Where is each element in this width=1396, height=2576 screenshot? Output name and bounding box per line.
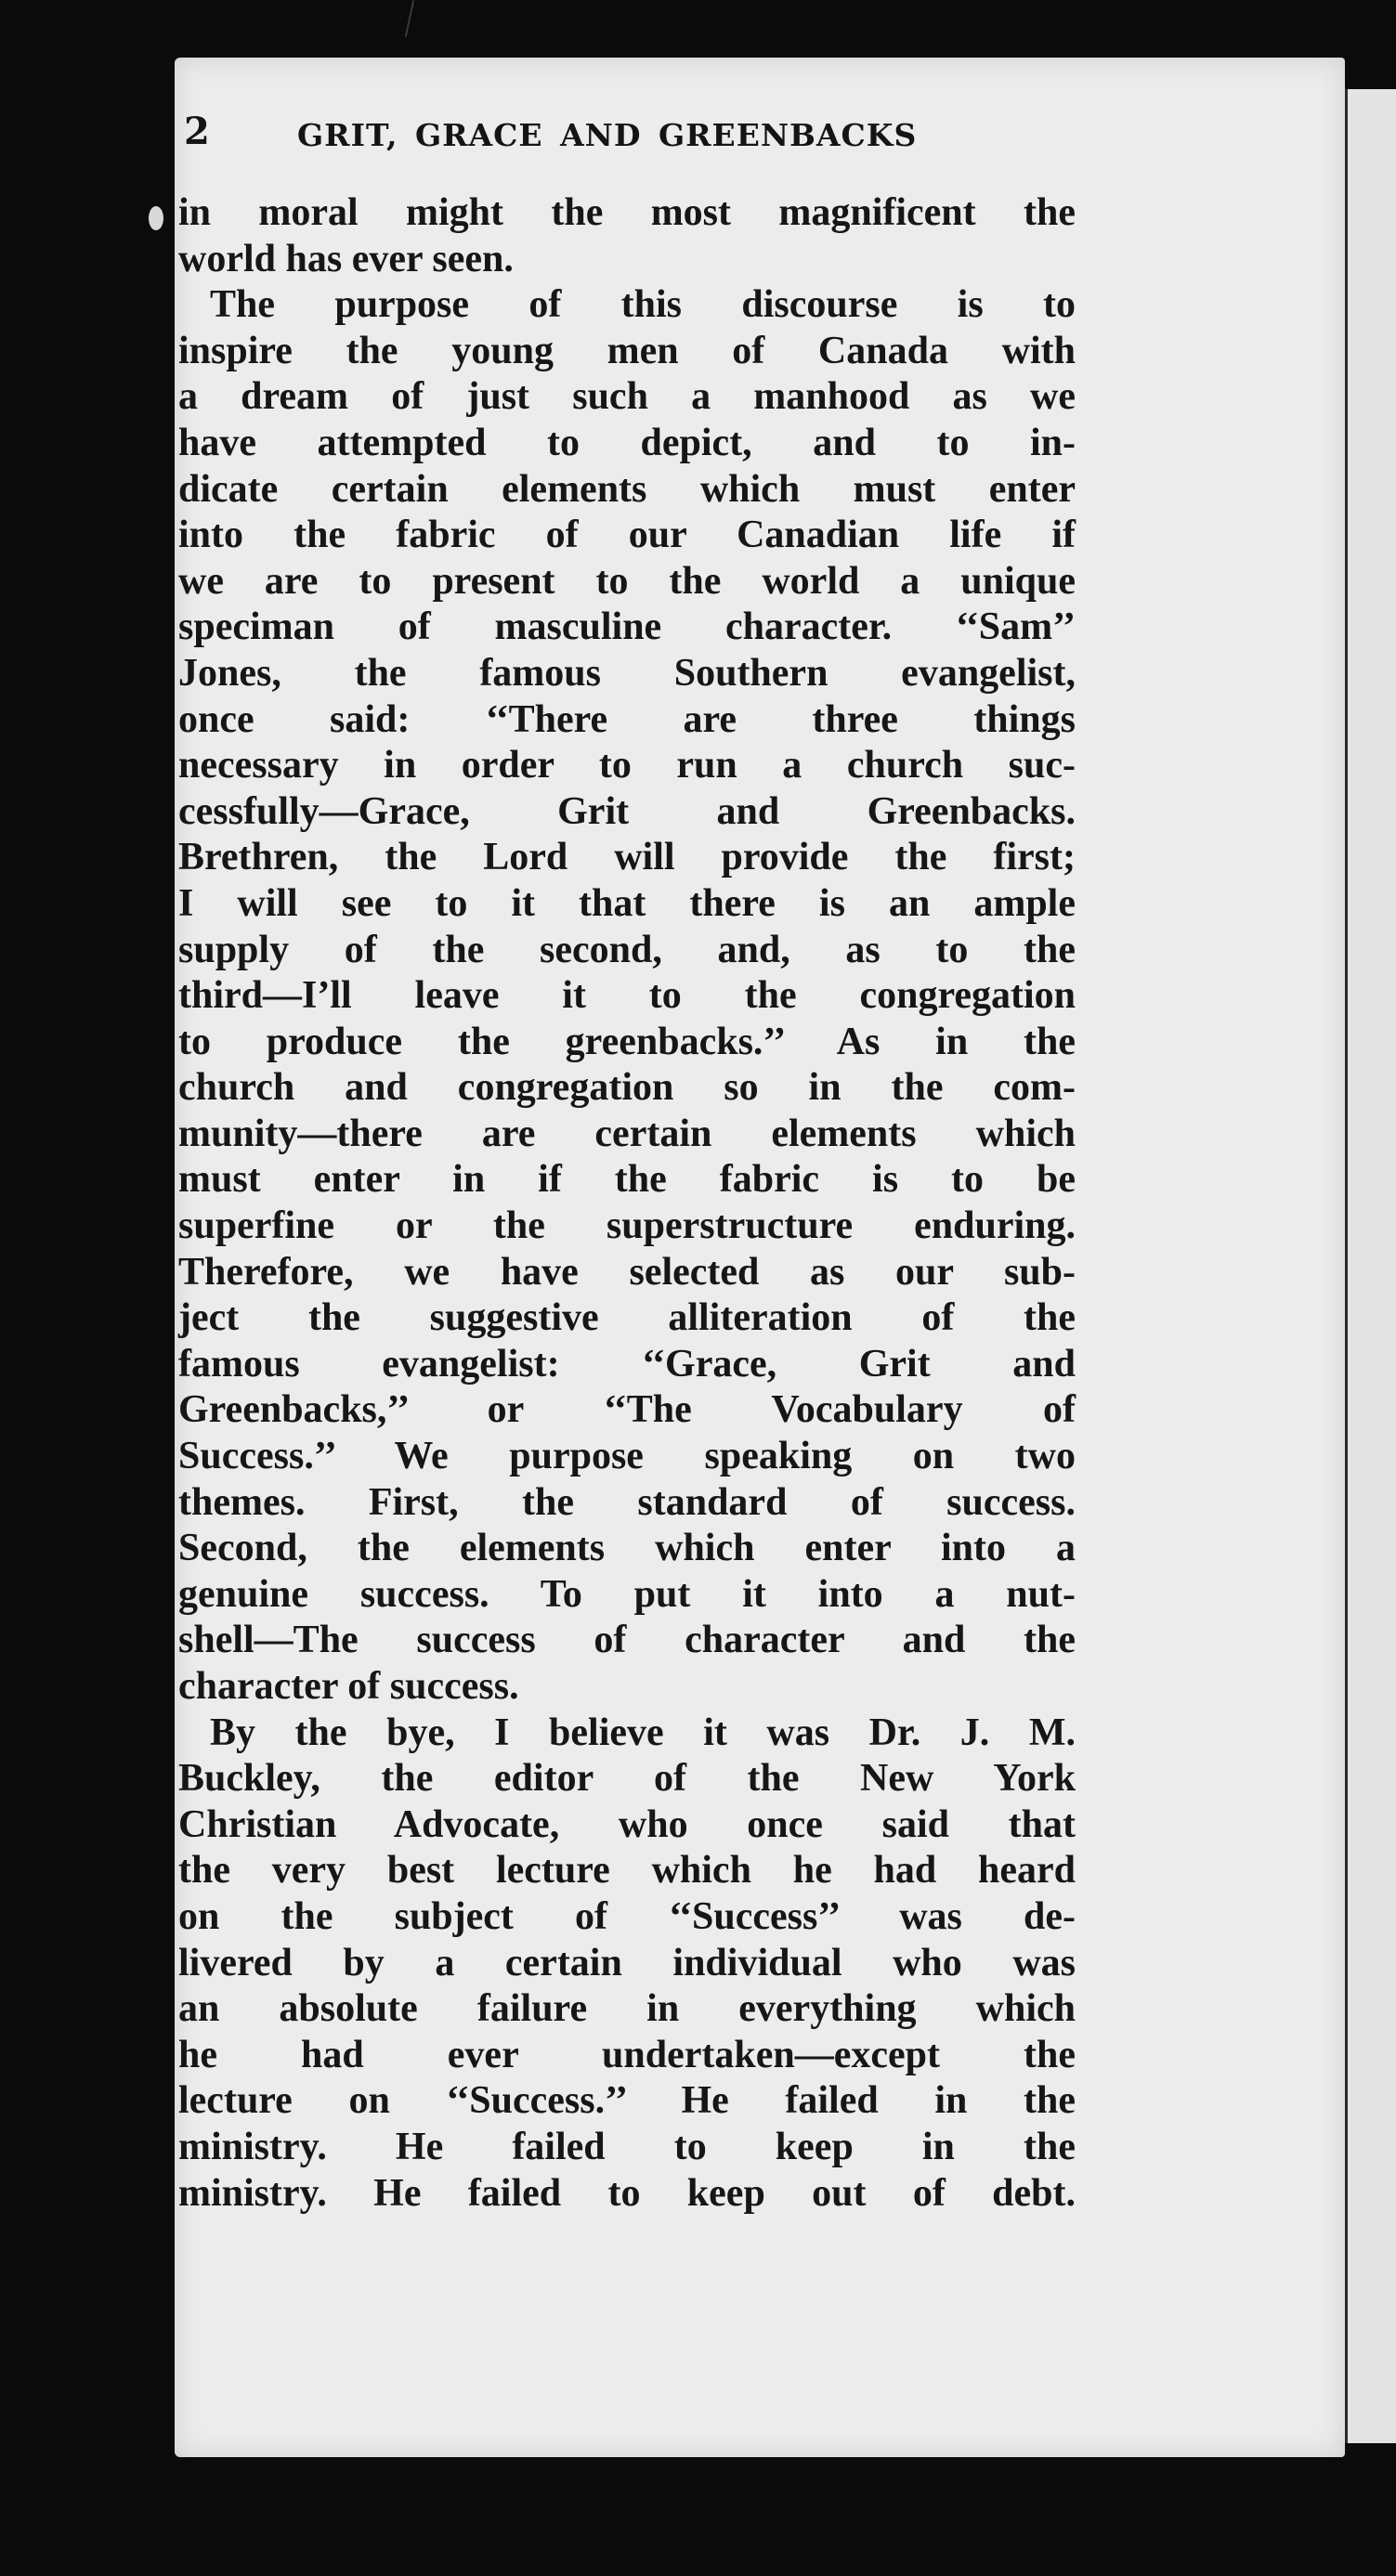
text-line: themes. First, the standard of success. (178, 1480, 1076, 1524)
text-line: have attempted to depict, and to in- (178, 421, 1076, 464)
text-line: a dream of just such a manhood as we (178, 375, 1076, 419)
text-line: Christian Advocate, who once said that (178, 1802, 1076, 1846)
text-line: Therefore, we have selected as our sub- (178, 1250, 1076, 1294)
text-line: munity—there are certain elements which (178, 1112, 1076, 1155)
text-line: must enter in if the fabric is to be (178, 1158, 1076, 1202)
text-line: to produce the greenbacks.’’ As in the (178, 1020, 1076, 1063)
text-line: lecture on ‘‘Success.’’ He failed in the (178, 2079, 1076, 2123)
text-line: Jones, the famous Southern evangelist, (178, 651, 1076, 695)
text-line: speciman of masculine character. ‘‘Sam’’ (178, 605, 1076, 649)
text-line: church and congregation so in the com- (178, 1066, 1076, 1110)
text-line: ministry. He failed to keep in the (178, 2125, 1076, 2168)
body-text (178, 190, 1076, 2217)
text-line: Brethren, the Lord will provide the first; (178, 836, 1076, 879)
text-line: Second, the elements which enter into a (178, 1527, 1076, 1570)
text-line: dicate certain elements which must enter (178, 467, 1076, 511)
text-line: necessary in order to run a church suc- (178, 744, 1076, 787)
facing-page-edge (1345, 89, 1396, 2443)
text-line: Buckley, the editor of the New York (178, 1757, 1076, 1801)
film-scratch (405, 0, 414, 37)
text-line: ministry. He failed to keep out of debt. (178, 2171, 1076, 2215)
running-title: GRIT, GRACE AND GREENBACKS (297, 117, 918, 153)
text-line: superfine or the superstructure enduring. (178, 1204, 1076, 1248)
text-line: third—I’ll leave it to the congregation (178, 974, 1076, 1018)
text-line: Greenbacks,’’ or ‘‘The Vocabulary of (178, 1388, 1076, 1432)
text-line: famous evangelist: ‘‘Grace, Grit and (178, 1342, 1076, 1386)
text-line: he had ever undertaken—except the (178, 2033, 1076, 2076)
text-line: world has ever seen. (178, 237, 514, 280)
text-line: Success.’’ We purpose speaking on two (178, 1435, 1076, 1478)
text-line: we are to present to the world a unique (178, 559, 1076, 603)
text-line: By the bye, I believe it was Dr. J. M. (210, 1711, 1076, 1754)
text-line: an absolute failure in everything which (178, 1987, 1076, 2031)
text-line: I will see to it that there is an ample (178, 881, 1076, 925)
text-line: in moral might the most magnificent the (178, 191, 1076, 234)
page-header (184, 110, 1020, 175)
text-line: into the fabric of our Canadian life if (178, 514, 1076, 557)
text-line: livered by a certain individual who was (178, 1941, 1076, 1984)
text-line: once said: ‘‘There are three things (178, 697, 1076, 741)
margin-speck (149, 206, 163, 230)
text-line: supply of the second, and, as to the (178, 928, 1076, 971)
text-line: character of success. (178, 1665, 519, 1708)
text-line: on the subject of ‘‘Success’’ was de- (178, 1894, 1076, 1938)
text-line: cessfully—Grace, Grit and Greenbacks. (178, 789, 1076, 833)
text-line: ject the suggestive alliteration of the (178, 1296, 1076, 1340)
text-line: shell—The success of character and the (178, 1619, 1076, 1662)
text-line: the very best lecture which he had heard (178, 1849, 1076, 1893)
text-line: The purpose of this discourse is to (210, 283, 1076, 327)
page-number: 2 (184, 110, 210, 153)
text-line: inspire the young men of Canada with (178, 329, 1076, 372)
text-line: genuine success. To put it into a nut- (178, 1572, 1076, 1616)
